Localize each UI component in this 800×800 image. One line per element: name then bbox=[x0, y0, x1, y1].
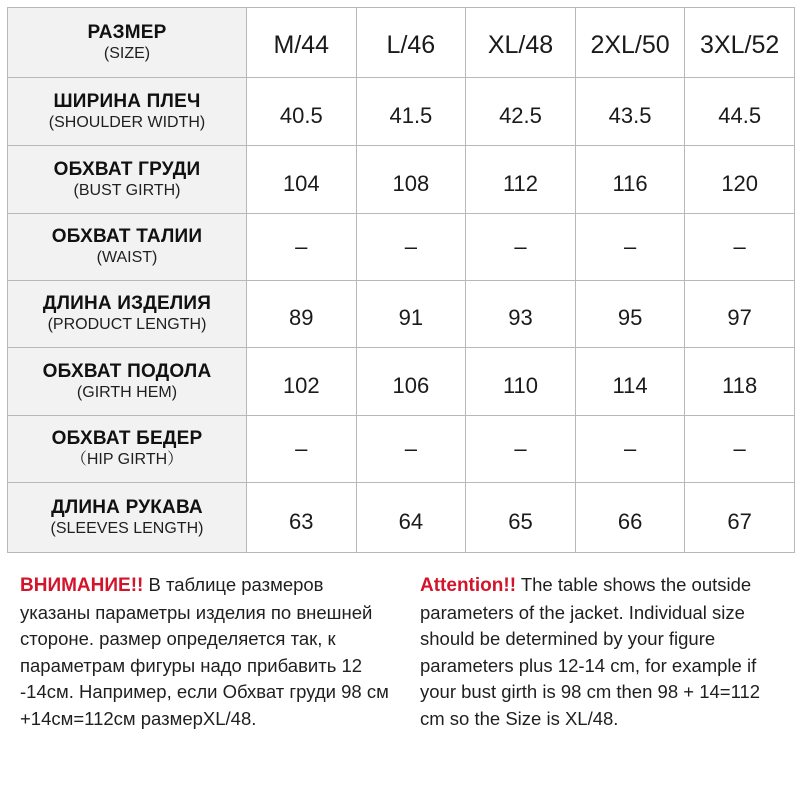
row-label bbox=[8, 146, 247, 214]
table-row-hip-girth bbox=[8, 416, 795, 483]
attention-text-en: The table shows the outside parameters of the jacket. Individual size should be determined by your figure parameters plus 12-14 cm, for example if your bust girth is 98 cm then 98 + 14=112 cm so the Size is XL/48. bbox=[420, 574, 761, 729]
table-row-product-length bbox=[8, 281, 795, 348]
table-cell: – bbox=[247, 214, 357, 281]
table-cell: 104 bbox=[247, 146, 357, 214]
size-header-label bbox=[8, 8, 247, 78]
table-cell: – bbox=[685, 416, 795, 483]
row-label-ru: ОБХВАТ ТАЛИИ bbox=[51, 226, 203, 247]
table-row-sleeves-length bbox=[8, 483, 795, 553]
row-label-en: (GIRTH HEM) bbox=[76, 383, 178, 401]
size-header-3xl52: 3XL/52 bbox=[685, 8, 795, 78]
row-label-en: (BUST GIRTH) bbox=[73, 181, 181, 199]
row-label-ru: ОБХВАТ ПОДОЛА bbox=[42, 360, 212, 382]
table-row-shoulder-width bbox=[8, 78, 795, 146]
table-cell: 40.5 bbox=[247, 78, 357, 146]
table-cell: 67 bbox=[685, 483, 795, 553]
table-row-bust-girth bbox=[8, 146, 795, 214]
table-cell: 118 bbox=[685, 348, 795, 416]
row-label-ru: ШИРИНА ПЛЕЧ bbox=[53, 90, 201, 112]
table-cell: 97 bbox=[685, 281, 795, 348]
table-cell: – bbox=[685, 214, 795, 281]
table-cell: – bbox=[247, 416, 357, 483]
table-row-waist bbox=[8, 214, 795, 281]
table-cell: 102 bbox=[247, 348, 357, 416]
row-label bbox=[8, 214, 247, 281]
table-row-girth-hem bbox=[8, 348, 795, 416]
table-cell: 110 bbox=[466, 348, 576, 416]
table-cell: 63 bbox=[247, 483, 357, 553]
attention-heading-en: Attention!! bbox=[420, 575, 517, 596]
table-cell: 41.5 bbox=[356, 78, 466, 146]
table-cell: – bbox=[356, 214, 466, 281]
table-cell: 93 bbox=[466, 281, 576, 348]
attention-note-en bbox=[420, 572, 785, 732]
size-header-m44: M/44 bbox=[247, 8, 357, 78]
row-label bbox=[8, 483, 247, 553]
table-cell: 65 bbox=[466, 483, 576, 553]
size-label-ru: РАЗМЕР bbox=[87, 21, 167, 43]
table-cell: – bbox=[575, 416, 685, 483]
row-label-ru: ОБХВАТ ГРУДИ bbox=[53, 158, 201, 180]
table-cell: – bbox=[466, 214, 576, 281]
row-label-en: (SHOULDER WIDTH) bbox=[48, 113, 206, 131]
row-label-ru: ОБХВАТ БЕДЕР bbox=[51, 428, 203, 449]
table-cell: 106 bbox=[356, 348, 466, 416]
table-cell: 116 bbox=[575, 146, 685, 214]
attention-note-ru bbox=[20, 572, 392, 732]
size-header-xl48: XL/48 bbox=[466, 8, 576, 78]
attention-heading-ru: ВНИМАНИЕ!! bbox=[20, 575, 144, 596]
table-cell: – bbox=[466, 416, 576, 483]
table-cell: 44.5 bbox=[685, 78, 795, 146]
table-cell: 108 bbox=[356, 146, 466, 214]
row-label bbox=[8, 348, 247, 416]
attention-text-ru: В таблице размеров указаны параметры изделия по внешней стороне. размер определяется так, к параметрам фигуры надо прибавить 12 -14см. Например, если Обхват груди 98 см +14см=112см размерXL/48. bbox=[20, 574, 389, 729]
size-header-l46: L/46 bbox=[356, 8, 466, 78]
table-cell: 114 bbox=[575, 348, 685, 416]
table-cell: – bbox=[575, 214, 685, 281]
table-cell: 64 bbox=[356, 483, 466, 553]
row-label-en: (PRODUCT LENGTH) bbox=[47, 316, 207, 333]
row-label bbox=[8, 281, 247, 348]
row-label-en: (WAIST) bbox=[96, 249, 158, 266]
row-label-en: (SLEEVES LENGTH) bbox=[50, 519, 204, 537]
row-label-en: （HIP GIRTH） bbox=[70, 451, 184, 468]
table-cell: 66 bbox=[575, 483, 685, 553]
table-cell: 112 bbox=[466, 146, 576, 214]
row-label-ru: ДЛИНА ИЗДЕЛИЯ bbox=[42, 293, 212, 314]
table-cell: 91 bbox=[356, 281, 466, 348]
table-cell: 95 bbox=[575, 281, 685, 348]
table-cell: 43.5 bbox=[575, 78, 685, 146]
table-cell: 89 bbox=[247, 281, 357, 348]
table-cell: 42.5 bbox=[466, 78, 576, 146]
size-header-2xl50: 2XL/50 bbox=[575, 8, 685, 78]
size-chart-table bbox=[7, 7, 795, 553]
size-header-row bbox=[8, 8, 795, 78]
table-cell: – bbox=[356, 416, 466, 483]
row-label bbox=[8, 78, 247, 146]
size-label-en: (SIZE) bbox=[103, 44, 151, 62]
row-label bbox=[8, 416, 247, 483]
row-label-ru: ДЛИНА РУКАВА bbox=[51, 496, 203, 518]
table-cell: 120 bbox=[685, 146, 795, 214]
